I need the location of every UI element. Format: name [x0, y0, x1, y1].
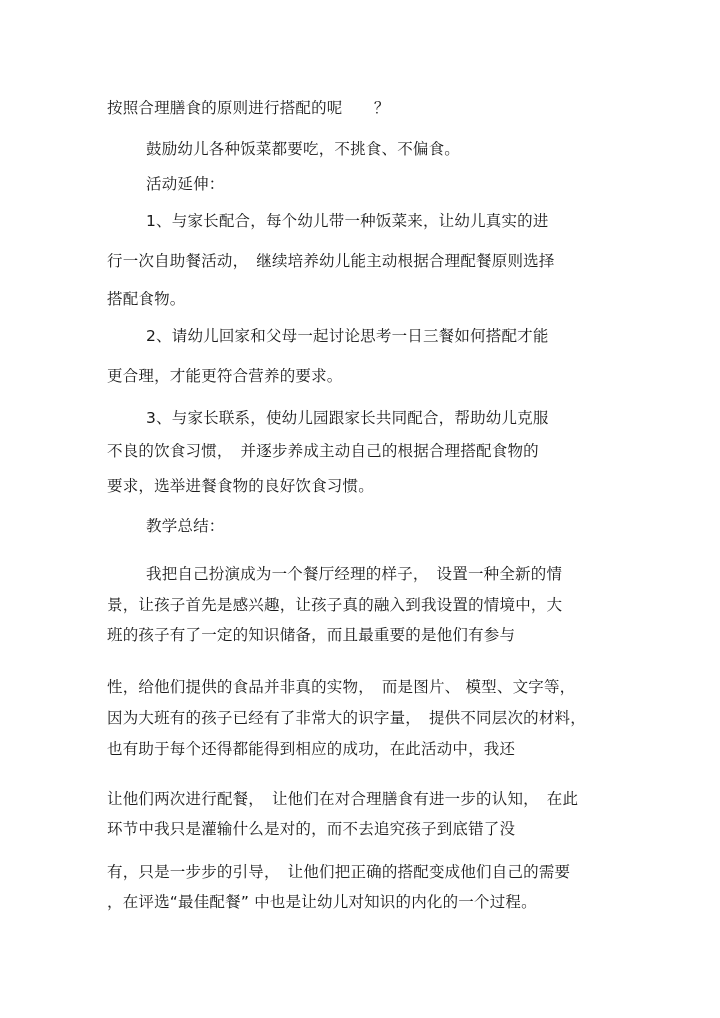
text-line: 性，给他们提供的食品并非真的实物， 而是图片、 模型、文字等，	[107, 678, 576, 696]
text-line: 2、请幼儿回家和父母一起讨论思考一日三餐如何搭配才能	[146, 327, 549, 345]
text-line: 景，让孩子首先是感兴趣，让孩子真的融入到我设置的情境中，大	[107, 596, 563, 614]
text-line: 1、与家长配合，每个幼儿带一种饭菜来，让幼儿真实的进	[146, 212, 549, 230]
text-line: 环节中我只是灌输什么是对的，而不去追究孩子到底错了没	[107, 820, 516, 838]
section-heading: 教学总结：	[146, 517, 225, 535]
text-line: 行一次自助餐活动， 继续培养幼儿能主动根据合理配餐原则选择	[107, 252, 555, 270]
text-line: 也有助于每个还得都能得到相应的成功，在此活动中，我还	[107, 740, 516, 758]
text-line: 我把自己扮演成为一个餐厅经理的样子， 设置一种全新的情	[146, 565, 563, 583]
text-line: 让他们两次进行配餐， 让他们在对合理膳食有进一步的认知， 在此	[107, 790, 579, 808]
text-line: 班的孩子有了一定的知识储备，而且最重要的是他们有参与	[107, 626, 516, 644]
text-line: 按照合理膳食的原则进行搭配的呢 ？	[107, 99, 390, 117]
text-line: 3、与家长联系，使幼儿园跟家长共同配合，帮助幼儿克服	[146, 409, 549, 427]
text-line: 更合理，才能更符合营养的要求。	[107, 367, 343, 385]
text-line: 鼓励幼儿各种饭菜都要吃，不挑食、不偏食。	[146, 140, 461, 158]
text-line: ，在评选“最佳配餐” 中也是让幼儿对知识的内化的一个过程。	[107, 893, 537, 911]
text-line: 不良的饮食习惯， 并逐步养成主动自己的根据合理搭配食物的	[107, 442, 539, 460]
text-line: 因为大班有的孩子已经有了非常大的识字量， 提供不同层次的材料，	[107, 709, 586, 727]
text-line: 搭配食物。	[107, 290, 186, 308]
text-line: 要求，选举进餐食物的良好饮食习惯。	[107, 477, 374, 495]
text-line: 有，只是一步步的引导， 让他们把正确的搭配变成他们自己的需要	[107, 863, 571, 881]
section-heading: 活动延伸：	[146, 175, 225, 193]
